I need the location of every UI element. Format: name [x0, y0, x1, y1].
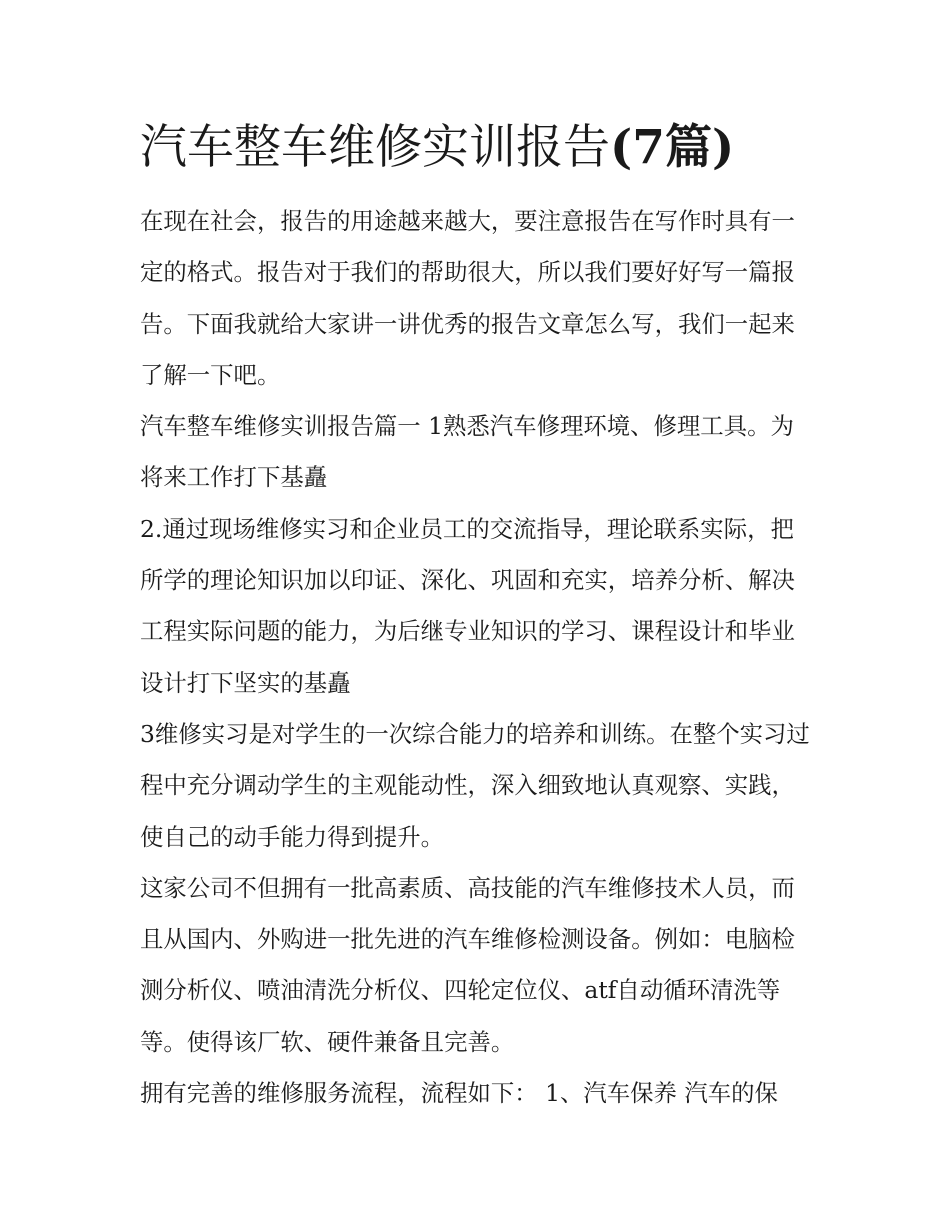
paragraph-process: 拥有完善的维修服务流程，流程如下： 1、汽车保养 汽车的保	[140, 1079, 778, 1108]
document-title	[140, 118, 812, 178]
paragraph-company: 这家公司不但拥有一批高素质、高技能的汽车维修技术人员，而且从国内、外购进一批先进的汽车维修检测设备。例如：电脑检测分析仪、喷油清洗分析仪、四轮定位仪、atf自动循环清洗等等。使得该厂软、硬件兼备且完善。	[140, 873, 795, 1056]
title-suffix: (7篇)	[610, 120, 735, 175]
title-main: 汽车整车维修实训报告	[140, 120, 610, 175]
document-body	[140, 118, 812, 1119]
paragraph-item-two: 2.通过现场维修实习和企业员工的交流指导，理论联系实际，把所学的理论知识加以印证、深化、巩固和充实，培养分析、解决工程实际问题的能力，为后继专业知识的学习、课程设计和毕业设计打下坚实的基矗	[140, 514, 795, 697]
paragraph-intro: 在现在社会，报告的用途越来越大，要注意报告在写作时具有一定的格式。报告对于我们的帮助很大，所以我们要好好写一篇报告。下面我就给大家讲一讲优秀的报告文章怎么写，我们一起来了解一下吧。	[140, 207, 795, 389]
paragraph-item-three: 3维修实习是对学生的一次综合能力的培养和训练。在整个实习过程中充分调动学生的主观能动性，深入细致地认真观察、实践，使自己的动手能力得到提升。	[140, 719, 810, 851]
paragraph-section-one: 汽车整车维修实训报告篇一 1熟悉汽车修理环境、修理工具。为将来工作打下基矗	[140, 412, 794, 492]
